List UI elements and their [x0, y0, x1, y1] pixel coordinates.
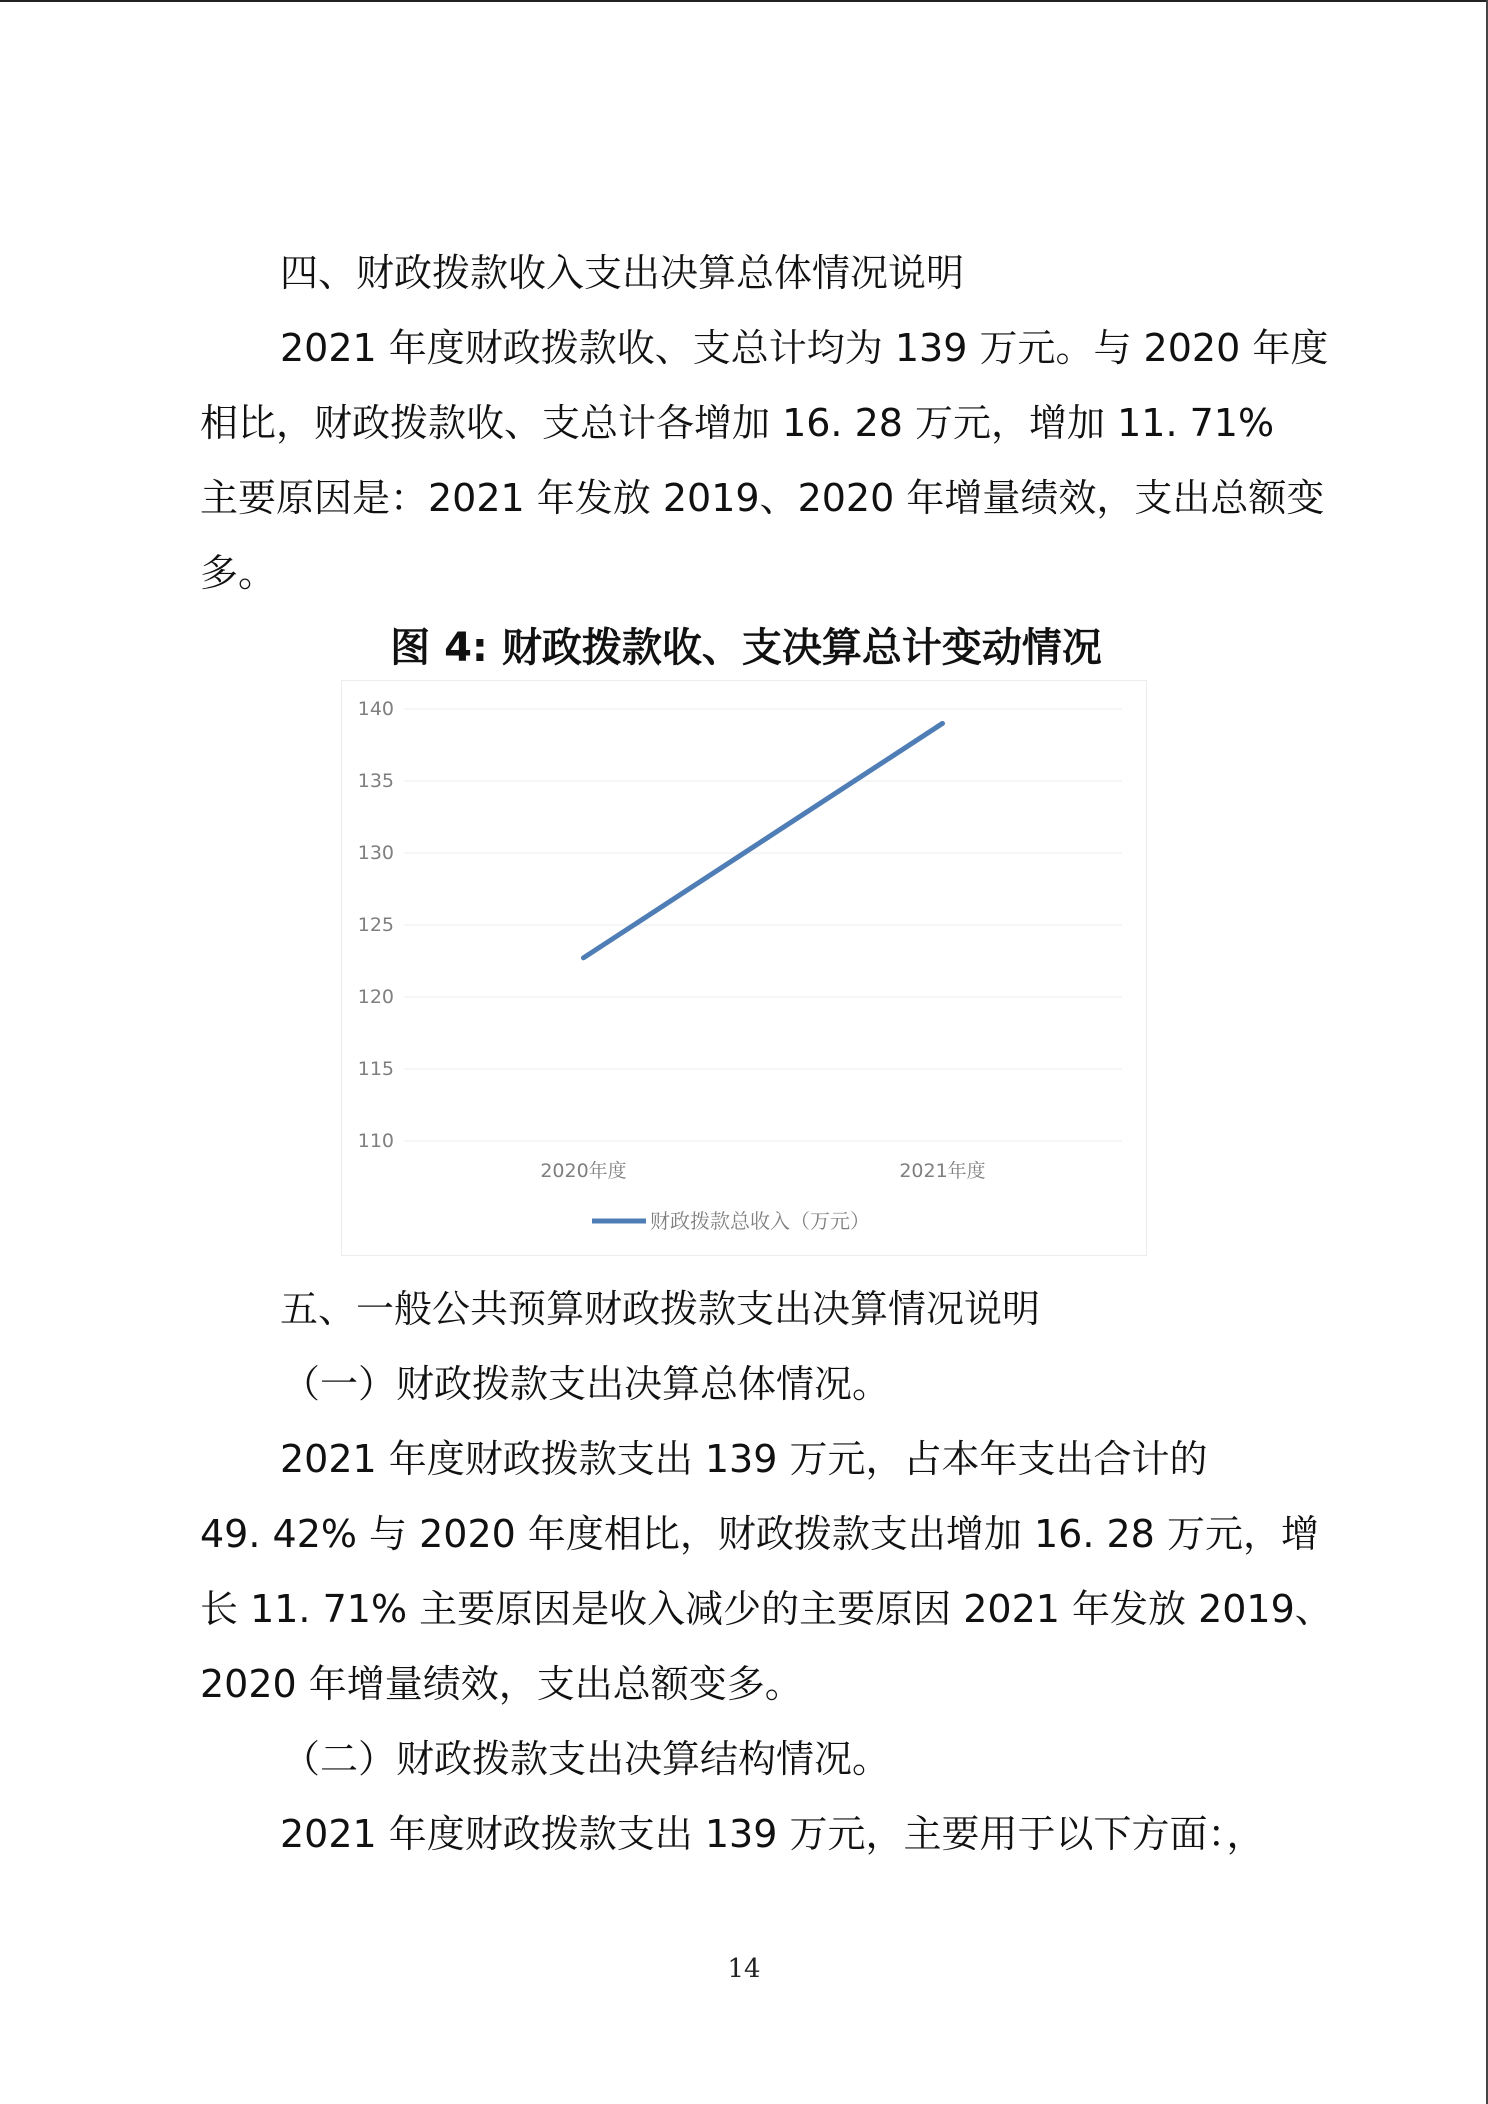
section5-sub1-heading: （一）财政拨款支出决算总体情况。	[282, 1362, 891, 1406]
series-line	[584, 723, 943, 957]
line-chart	[341, 680, 1147, 1256]
paragraph-line: 长 11. 71% 主要原因是收入减少的主要原因 2021 年发放 2019、	[200, 1587, 1333, 1631]
section5-sub2-paragraph	[200, 1797, 1292, 1872]
paragraph-line: 多。	[200, 551, 277, 595]
y-tick-label: 110	[357, 1130, 394, 1152]
paragraph-line: 2020 年增量绩效，支出总额变多。	[200, 1662, 803, 1706]
y-tick-label: 115	[357, 1058, 394, 1080]
y-tick-label: 125	[357, 914, 394, 936]
figure-title: 图 4: 财政拨款收、支决算总计变动情况	[390, 625, 1102, 671]
section4-paragraph	[200, 311, 1329, 611]
y-tick-label: 135	[357, 770, 394, 792]
section5-sub2-heading: （二）财政拨款支出决算结构情况。	[282, 1737, 891, 1781]
section5-heading: 五、一般公共预算财政拨款支出决算情况说明	[280, 1287, 1041, 1331]
y-tick-label: 140	[357, 698, 394, 720]
section5-sub1-paragraph	[200, 1422, 1333, 1722]
page-number: 14	[727, 1954, 761, 1984]
x-tick-label: 2020年度	[540, 1160, 627, 1182]
chart-canvas	[342, 681, 1148, 1257]
x-tick-label: 2021年度	[899, 1160, 986, 1182]
page-border-top	[0, 0, 1488, 2]
paragraph-line: 相比，财政拨款收、支总计各增加 16. 28 万元，增加 11. 71%	[200, 401, 1275, 445]
paragraph-line: 2021 年度财政拨款支出 139 万元，占本年支出合计的	[280, 1437, 1208, 1481]
y-tick-label: 120	[357, 986, 394, 1008]
section4-heading: 四、财政拨款收入支出决算总体情况说明	[280, 251, 965, 295]
legend-label: 财政拨款总收入（万元）	[650, 1209, 870, 1233]
y-tick-label: 130	[357, 842, 394, 864]
paragraph-line: 2021 年度财政拨款收、支总计均为 139 万元。与 2020 年度	[280, 326, 1329, 370]
paragraph-line: 2021 年度财政拨款支出 139 万元，主要用于以下方面：，	[280, 1812, 1265, 1856]
paragraph-line: 主要原因是：2021 年发放 2019、2020 年增量绩效，支出总额变	[200, 476, 1325, 520]
paragraph-line: 49. 42% 与 2020 年度相比，财政拨款支出增加 16. 28 万元，增	[200, 1512, 1319, 1556]
